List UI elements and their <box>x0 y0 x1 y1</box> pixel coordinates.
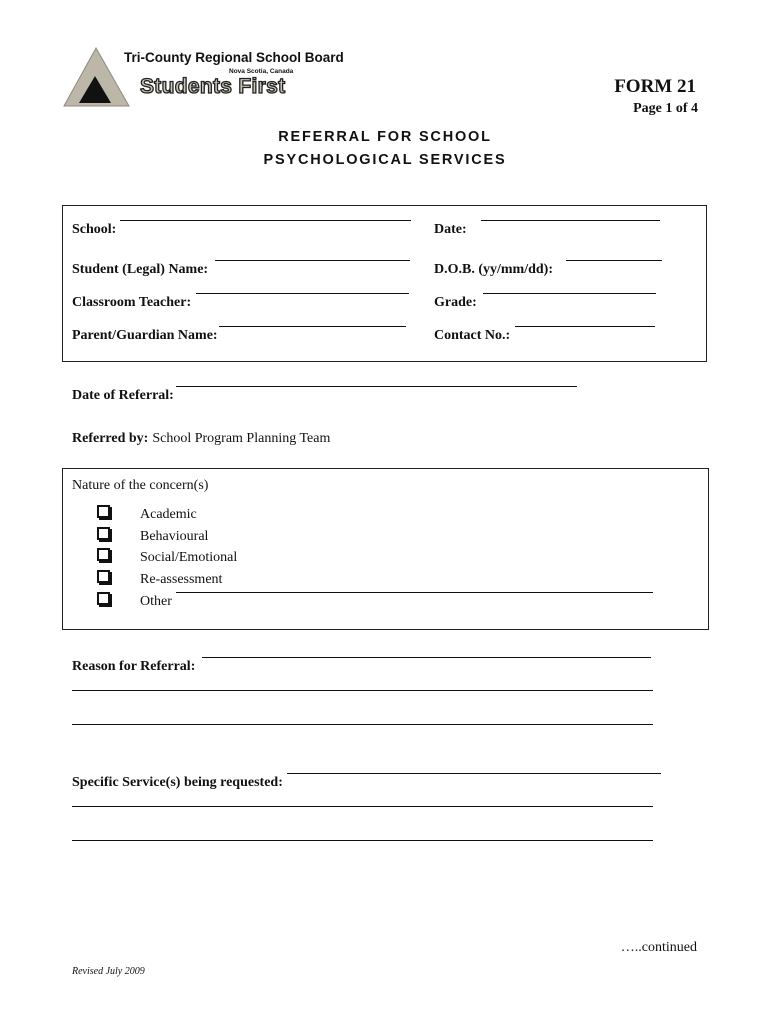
referred-by-value: School Program Planning Team <box>152 431 331 446</box>
continued-note: …..continued <box>620 940 697 955</box>
date-label: Date: <box>434 222 467 237</box>
reassessment-label: Re-assessment <box>140 572 223 587</box>
parent-label: Parent/Guardian Name: <box>72 328 218 343</box>
reason-field-line3[interactable] <box>72 724 653 725</box>
parent-field[interactable] <box>219 326 406 327</box>
referral-date-label: Date of Referral: <box>72 388 174 403</box>
form-number: FORM 21 <box>614 76 696 97</box>
date-field[interactable] <box>481 220 660 221</box>
page-indicator: Page 1 of 4 <box>633 101 698 116</box>
referred-by <box>72 429 330 447</box>
org-motto: Students First <box>140 75 286 98</box>
teacher-label: Classroom Teacher: <box>72 295 192 310</box>
contact-field[interactable] <box>515 326 655 327</box>
behavioural-label: Behavioural <box>140 529 209 544</box>
school-label: School: <box>72 222 117 237</box>
social-emotional-checkbox[interactable] <box>97 548 110 561</box>
other-field[interactable] <box>176 592 653 593</box>
grade-field[interactable] <box>483 293 656 294</box>
student-name-field[interactable] <box>215 260 410 261</box>
referred-by-label: Referred by: <box>72 431 149 446</box>
social-emotional-label: Social/Emotional <box>140 550 238 565</box>
reason-label: Reason for Referral: <box>72 659 196 674</box>
org-location: Nova Scotia, Canada <box>229 68 294 75</box>
contact-label: Contact No.: <box>434 328 511 343</box>
academic-label: Academic <box>140 507 197 522</box>
services-field-line3[interactable] <box>72 840 653 841</box>
form-title-line1: REFERRAL FOR SCHOOL <box>278 129 492 145</box>
other-checkbox[interactable] <box>97 592 110 605</box>
concerns-heading: Nature of the concern(s) <box>72 478 209 493</box>
reason-field[interactable] <box>202 657 651 658</box>
services-label: Specific Service(s) being requested: <box>72 775 283 790</box>
student-name-label: Student (Legal) Name: <box>72 262 209 277</box>
behavioural-checkbox[interactable] <box>97 527 110 540</box>
teacher-field[interactable] <box>196 293 409 294</box>
services-field[interactable] <box>287 773 661 774</box>
dob-label: D.O.B. (yy/mm/dd): <box>434 262 553 277</box>
reassessment-checkbox[interactable] <box>97 570 110 583</box>
reason-field-line2[interactable] <box>72 690 653 691</box>
revised-date: Revised July 2009 <box>72 966 145 977</box>
org-name: Tri-County Regional School Board <box>124 50 344 65</box>
referral-date-field[interactable] <box>176 386 577 387</box>
dob-field[interactable] <box>566 260 662 261</box>
services-field-line2[interactable] <box>72 806 653 807</box>
school-board-logo <box>62 46 132 110</box>
academic-checkbox[interactable] <box>97 505 110 518</box>
grade-label: Grade: <box>434 295 477 310</box>
other-label: Other <box>140 594 172 609</box>
school-field[interactable] <box>120 220 411 221</box>
form-title-line2: PSYCHOLOGICAL SERVICES <box>263 152 507 168</box>
